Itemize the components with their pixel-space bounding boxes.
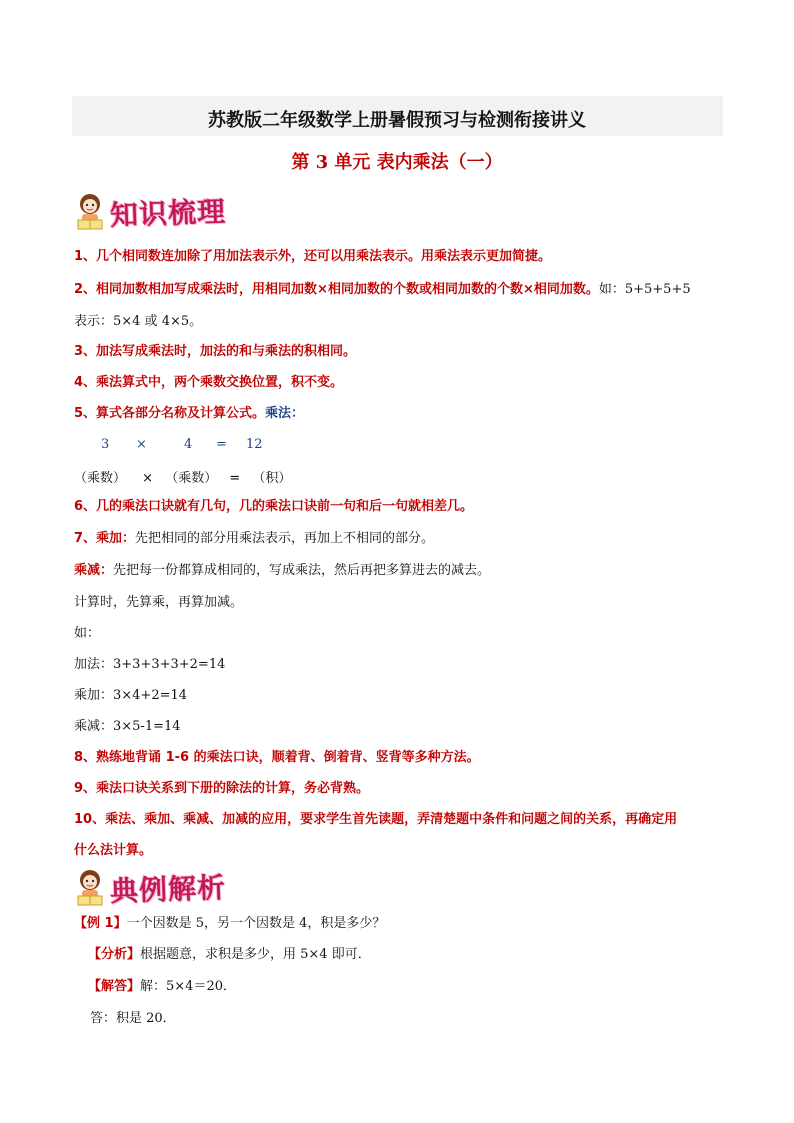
point-4: 4、乘法算式中，两个乘数交换位置，积不变。: [74, 375, 344, 390]
point-5: [74, 405, 304, 423]
point-7-example-label: 如：: [74, 626, 101, 641]
point-7-example-mulsub: 乘减：3×5-1=14: [74, 719, 181, 734]
example-1-analysis-text: 根据题意，求积是多少，用 5×4 即可．: [140, 947, 371, 962]
point-6: 6、几的乘法口诀就有几句，几的乘法口诀前一句和后一句就相差几。: [74, 499, 474, 514]
example-1-analysis: [88, 946, 371, 964]
name-factor-b: （乘数）: [165, 471, 218, 486]
point-5-text: 5、算式各部分名称及计算公式。: [74, 406, 266, 421]
point-1: 1、几个相同数连加除了用加法表示外，还可以用乘法表示。用乘法表示更加简捷。: [74, 249, 552, 264]
formula-product: 12: [246, 437, 263, 452]
formula-names: [74, 467, 291, 486]
point-2-text: 2、相同加数相加写成乘法时，用相同加数×相同加数的个数或相同加数的个数×相同加数。: [74, 282, 599, 297]
name-product: （积）: [252, 471, 292, 486]
example-1-question: [74, 915, 385, 933]
point-3: 3、加法写成乘法时，加法的和与乘法的积相同。: [74, 344, 357, 359]
point-7-example-add: 加法：3+3+3+3+2=14: [74, 657, 226, 672]
girl-reading-icon: [74, 192, 106, 232]
point-7: [74, 530, 434, 548]
point-7-label: 7、乘加：: [74, 531, 136, 546]
example-1-answer-text: 解：5×4＝20．: [140, 979, 236, 994]
point-7-subtract: [74, 562, 490, 580]
example-1-answer-tag: 【解答】: [88, 979, 141, 994]
point-2-example: 如：5+5+5+5: [598, 282, 691, 297]
name-factor-a: （乘数）: [74, 471, 127, 486]
point-8: 8、熟练地背诵 1-6 的乘法口诀，顺着背、倒着背、竖背等多种方法。: [74, 750, 480, 765]
point-7-order: 计算时，先算乘，再算加减。: [74, 595, 244, 610]
name-times: ×: [142, 471, 154, 486]
section-knowledge-title: 知识梳理: [109, 194, 227, 233]
point-10-line-1: 10、乘法、乘加、乘减、加减的应用，要求学生首先读题，弄清楚题中条件和问题之间的关系，再确定用: [74, 812, 678, 827]
section-knowledge-header: [74, 190, 226, 234]
example-1-analysis-tag: 【分析】: [88, 947, 141, 962]
example-1-reply: 答：积是 20．: [90, 1011, 176, 1026]
unit-title: 第 3 单元 表内乘法（一）: [291, 152, 503, 173]
point-9: 9、乘法口诀关系到下册的除法的计算，务必背熟。: [74, 781, 370, 796]
section-examples-title: 典例解析: [109, 870, 227, 909]
point-2-result: 表示：5×4 或 4×5。: [74, 314, 203, 329]
point-7-example-muladd: 乘加：3×4+2=14: [74, 688, 188, 703]
point-7-text: 先把相同的部分用乘法表示，再加上不相同的部分。: [135, 531, 435, 546]
formula-factor-b: 4: [184, 437, 193, 452]
document-title: 苏教版二年级数学上册暑假预习与检测衔接讲义: [208, 110, 586, 131]
formula-times: ×: [136, 437, 147, 452]
point-7-subtract-label: 乘减：: [74, 563, 114, 578]
example-1-tag: 【例 1】: [74, 916, 127, 931]
girl-reading-icon: [74, 868, 106, 908]
point-2: [74, 281, 691, 299]
formula-factor-a: 3: [101, 437, 110, 452]
example-1-answer: [88, 978, 236, 996]
point-7-subtract-text: 先把每一份都算成相同的，写成乘法，然后再把多算进去的减去。: [113, 563, 491, 578]
formula-equals: =: [216, 437, 227, 452]
section-examples-header: [74, 866, 226, 910]
example-1-question-text: 一个因数是 5，另一个因数是 4，积是多少？: [126, 916, 386, 931]
point-10-line-2: 什么法计算。: [74, 843, 153, 858]
name-equals: =: [229, 471, 241, 486]
point-5-label: 乘法：: [265, 406, 305, 421]
